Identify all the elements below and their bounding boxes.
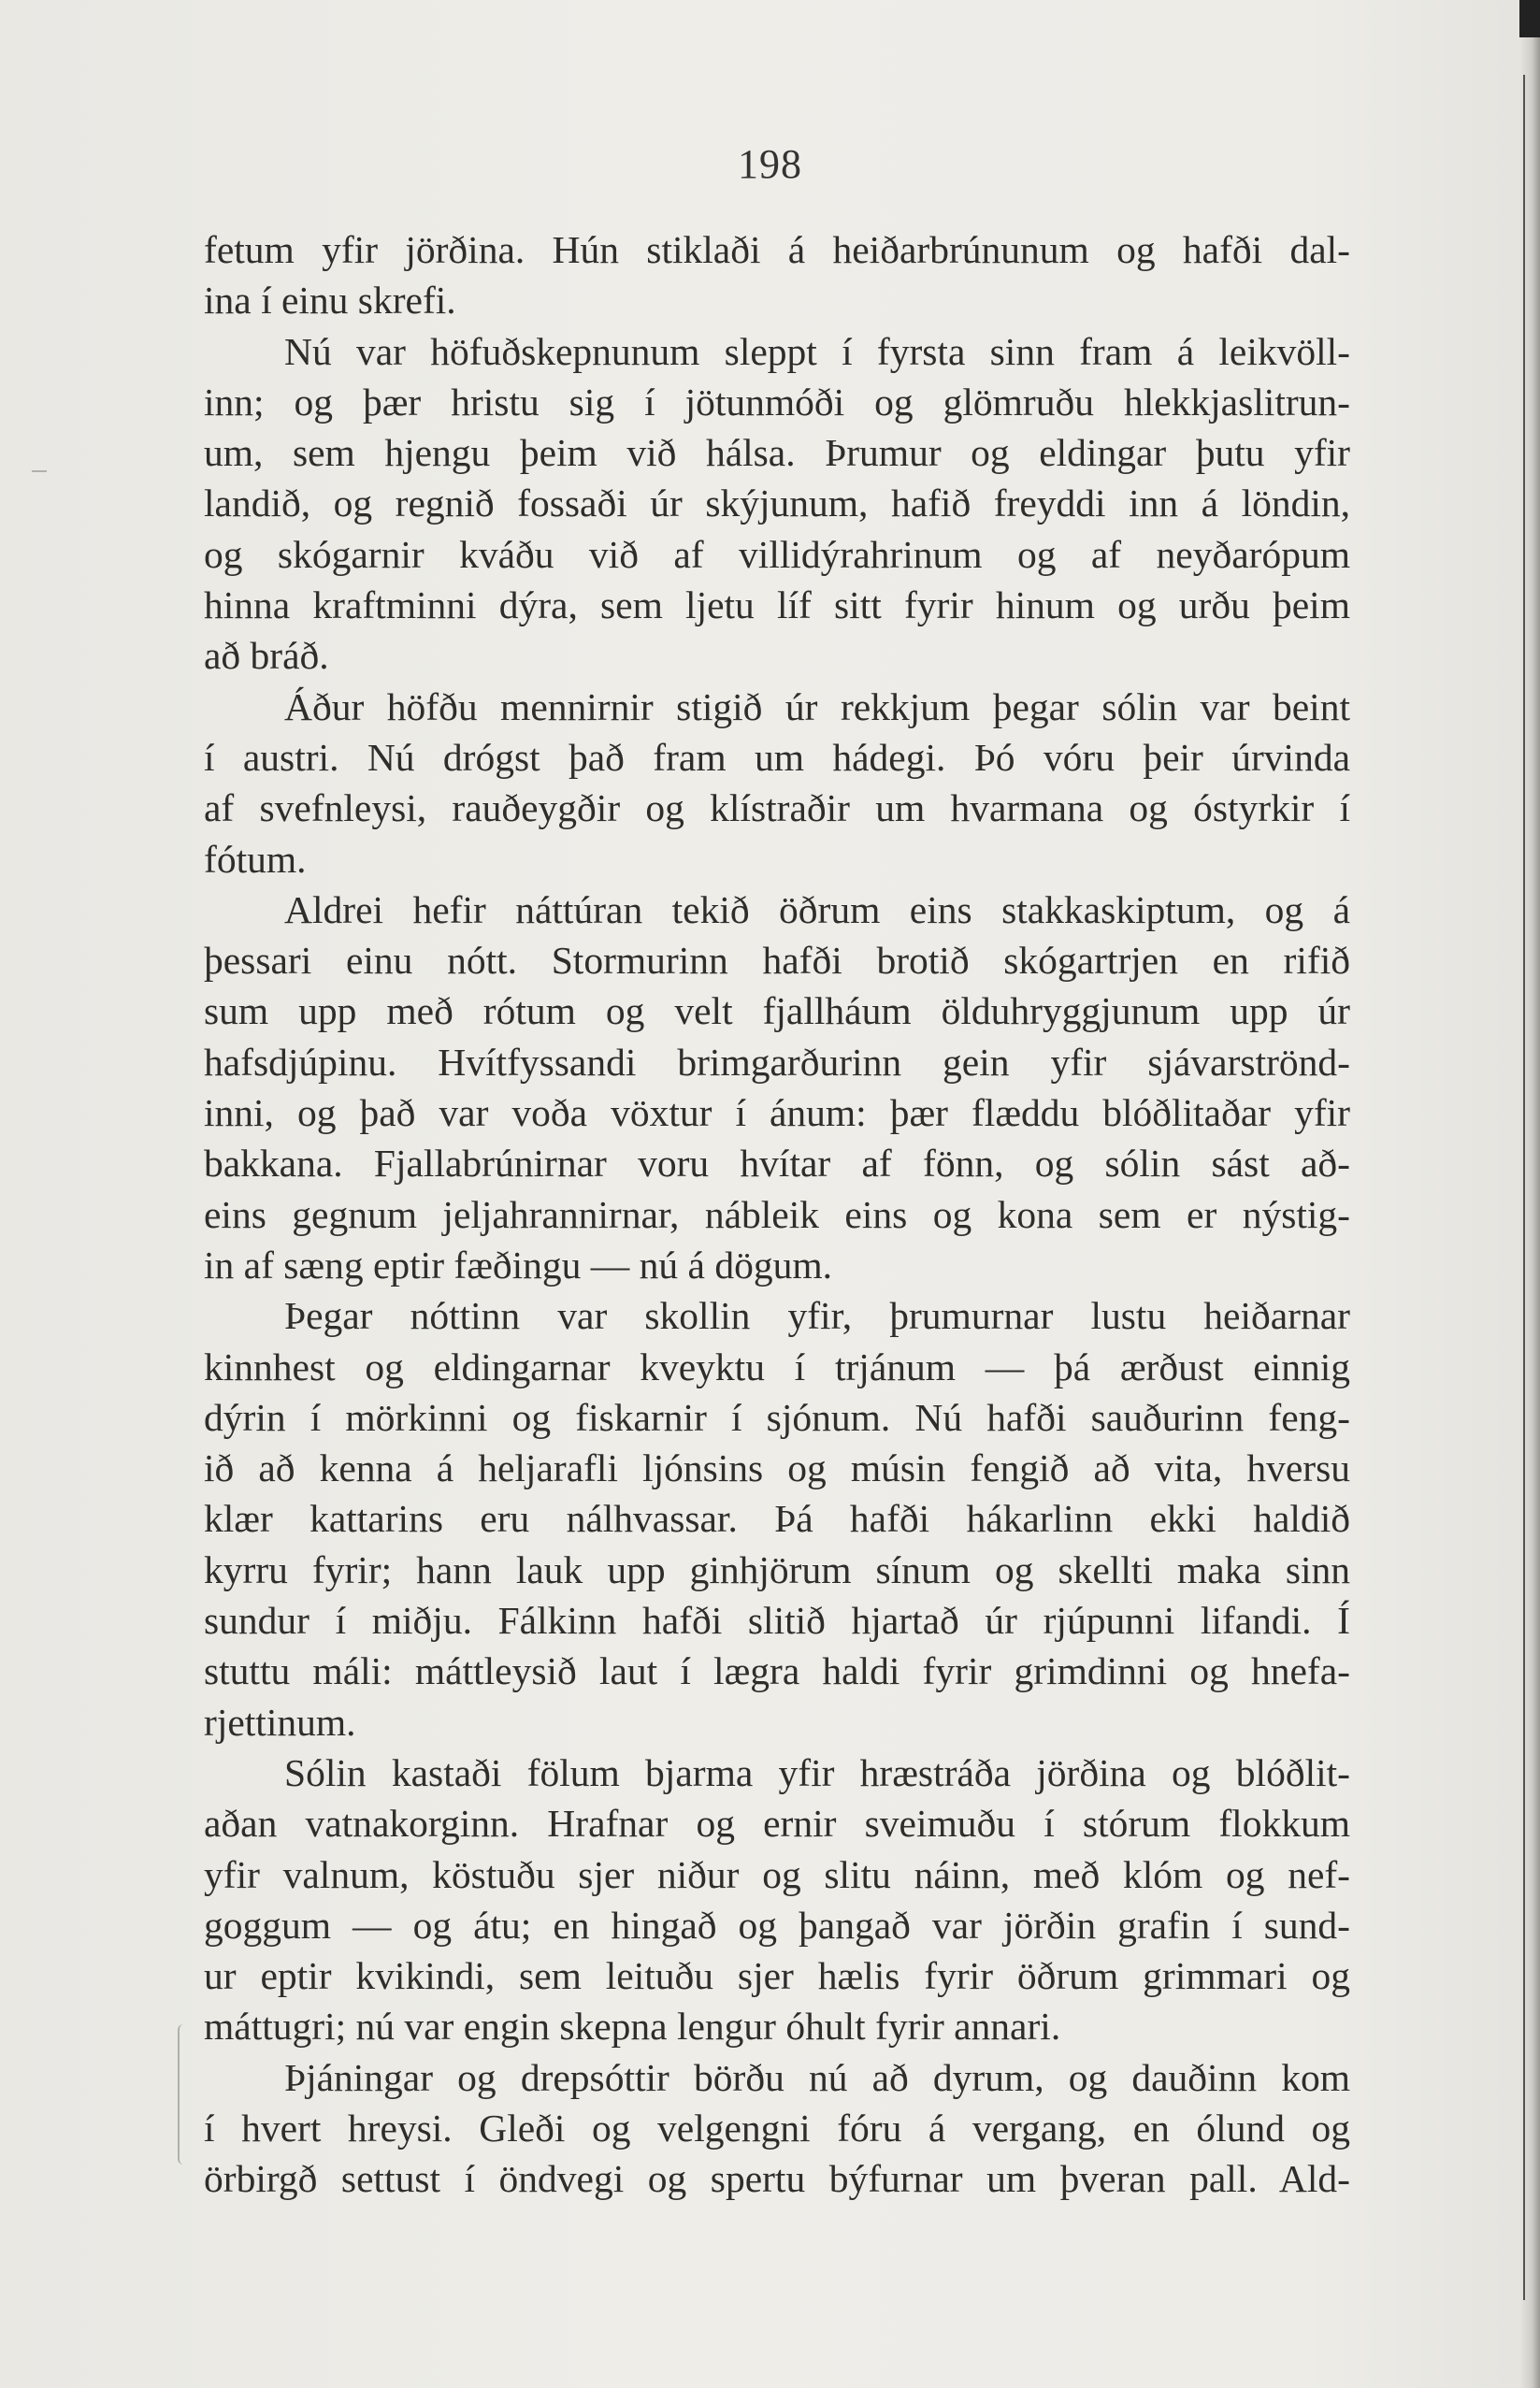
text-line: þessari einu nótt. Stormurinn hafði brotið skógartrjen en rifið: [204, 939, 1350, 983]
body-text: [204, 224, 1350, 2205]
text-line: í austri. Nú drógst það fram um hádegi. Þó vóru þeir úrvinda: [204, 735, 1350, 779]
text-line: klær kattarins eru nálhvassar. Þá hafði hákarlinn ekki haldið: [204, 1497, 1350, 1541]
text-line: aðan vatnakorginn. Hrafnar og ernir sveimuðu í stórum flokkum: [204, 1802, 1350, 1846]
text-line: stuttu máli: máttleysið laut í lægra haldi fyrir grimdinni og hnefa-: [204, 1649, 1350, 1693]
text-line: ið að kenna á heljarafli ljónsins og músin fengið að vita, hversu: [204, 1446, 1350, 1490]
text-line: hafsdjúpinu. Hvítfyssandi brimgarðurinn gein yfir sjávarströnd-: [204, 1040, 1350, 1084]
text-line: hinna kraftminni dýra, sem ljetu líf sitt fyrir hinum og urðu þeim: [204, 583, 1350, 627]
text-line: máttugri; nú var engin skepna lengur óhult fyrir annari.: [204, 2005, 1061, 2049]
text-line: goggum — og átu; en hingað og þangað var jörðin grafin í sund-: [204, 1903, 1350, 1947]
text-line: Þegar nóttinn var skollin yfir, þrumurnar lustu heiðarnar: [284, 1294, 1350, 1338]
text-line: af svefnleysi, rauðeygðir og klístraðir um hvarmana og óstyrkir í: [204, 786, 1350, 830]
text-line: um, sem hjengu þeim við hálsa. Þrumur og eldingar þutu yfir: [204, 431, 1350, 475]
text-line: eins gegnum jeljahrannirnar, nábleik eins og kona sem er nýstig-: [204, 1192, 1350, 1236]
scan-corner-shadow: [1519, 0, 1540, 37]
text-line: ina í einu skrefi.: [204, 279, 456, 323]
text-line: Nú var höfuðskepnunum sleppt í fyrsta sinn fram á leikvöll-: [284, 329, 1350, 373]
text-line: sundur í miðju. Fálkinn hafði slitið hjartað úr rjúpunni lifandi. Í: [204, 1599, 1350, 1643]
text-line: yfir valnum, köstuðu sjer niður og slitu náinn, með klóm og nef-: [204, 1852, 1350, 1896]
text-line: ur eptir kvikindi, sem leituðu sjer hælis fyrir öðrum grimmari og: [204, 1954, 1350, 1998]
text-line: inni, og það var voða vöxtur í ánum: þær flæddu blóðlitaðar yfir: [204, 1091, 1350, 1135]
text-line: rjettinum.: [204, 1700, 356, 1744]
text-line: in af sæng eptir fæðingu — nú á dögum.: [204, 1243, 833, 1287]
text-line: fetum yfir jörðina. Hún stiklaði á heiðarbrúnunum og hafði dal-: [204, 228, 1350, 271]
text-line: Þjáningar og drepsóttir börðu nú að dyrum, og dauðinn kom: [284, 2055, 1350, 2099]
text-line: kinnhest og eldingarnar kveyktu í trjánum — þá ærðust einnig: [204, 1345, 1350, 1388]
text-line: Sólin kastaði fölum bjarma yfir hræstráða jörðina og blóðlit-: [284, 1750, 1350, 1794]
text-line: fótum.: [204, 837, 307, 881]
text-line: í hvert hreysi. Gleði og velgengni fóru á vergang, en ólund og: [204, 2106, 1350, 2150]
text-line: dýrin í mörkinni og fiskarnir í sjónum. Nú hafði sauðurinn feng-: [204, 1395, 1350, 1439]
text-line: inn; og þær hristu sig í jötunmóði og glömruðu hlekkjaslitrun-: [204, 380, 1350, 424]
margin-mark-left: [32, 470, 47, 472]
text-line: örbirgð settust í öndvegi og spertu býfurnar um þveran pall. Ald-: [204, 2157, 1350, 2201]
text-line: bakkana. Fjallabrúnirnar voru hvítar af fönn, og sólin sást að-: [204, 1142, 1350, 1186]
text-line: Aldrei hefir náttúran tekið öðrum eins stakkaskiptum, og á: [284, 887, 1350, 931]
text-line: sum upp með rótum og velt fjallháum ölduhryggjunum upp úr: [204, 989, 1350, 1033]
margin-bracket-mark: [178, 2024, 187, 2165]
text-line: Áður höfðu mennirnir stigið úr rekkjum þegar sólin var beint: [284, 684, 1350, 728]
text-line: landið, og regnið fossaði úr skýjunum, hafið freyddi inn á löndin,: [204, 482, 1350, 525]
text-line: kyrru fyrir; hann lauk upp ginhjörum sínum og skellti maka sinn: [204, 1547, 1350, 1591]
text-line: að bráð.: [204, 634, 329, 678]
page-number: 198: [738, 141, 802, 187]
page-binding-edge: [1519, 0, 1540, 2388]
text-line: og skógarnir kváðu við af villidýrahrinum og af neyðarópum: [204, 532, 1350, 576]
